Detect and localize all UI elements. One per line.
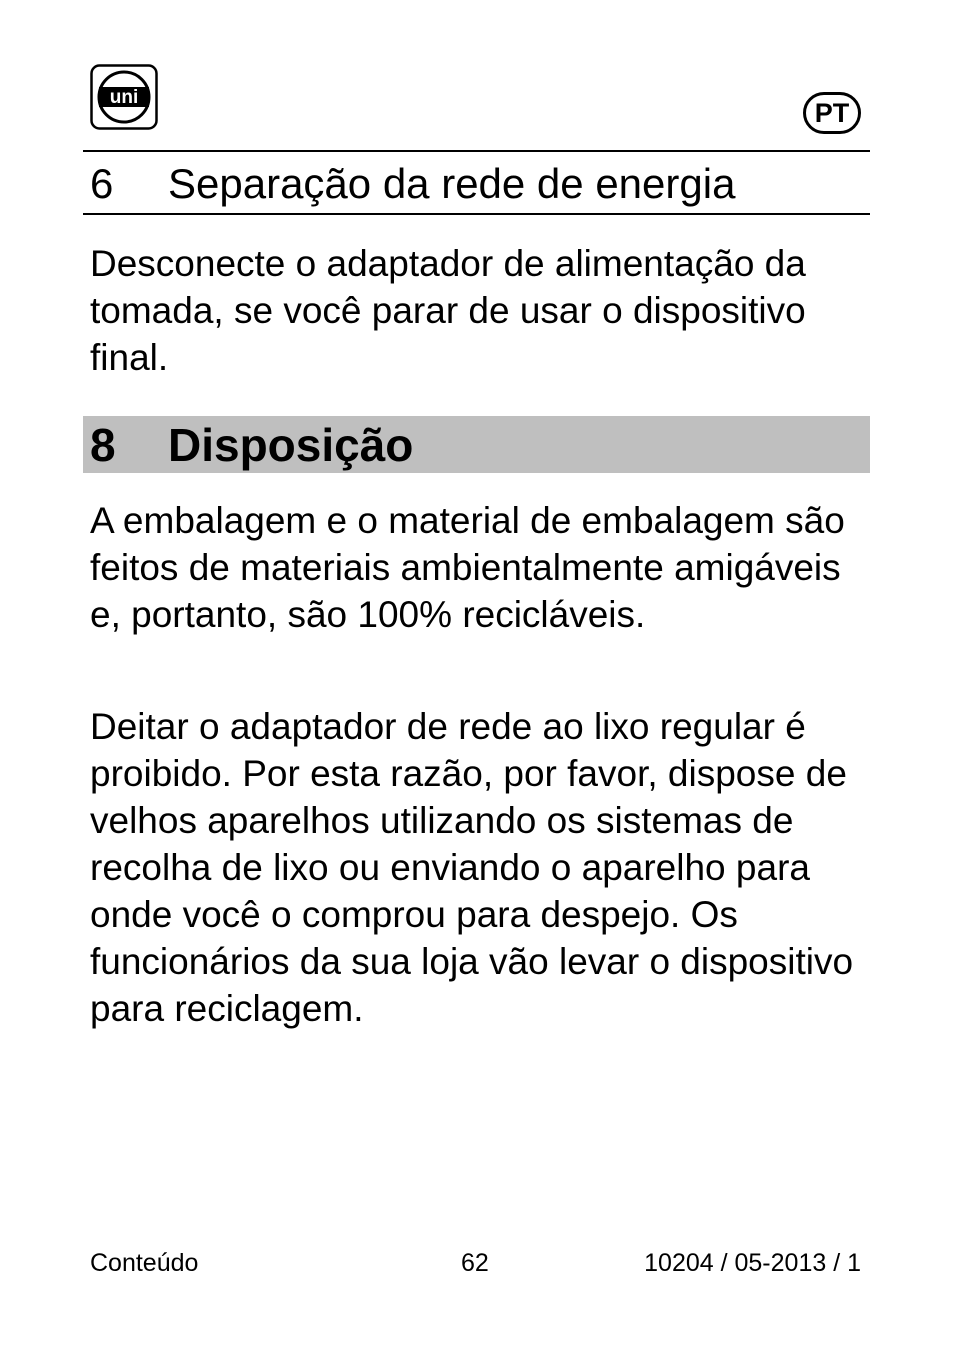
footer-page-number: 62 <box>461 1249 489 1277</box>
svg-text:uni: uni <box>109 87 139 108</box>
section-heading-disposal <box>90 418 413 472</box>
section-title: Disposição <box>168 419 414 471</box>
header-rule-bottom <box>83 213 870 215</box>
language-badge: PT <box>803 92 861 134</box>
header-rule-top <box>83 150 870 152</box>
footer-contents-label: Conteúdo <box>90 1249 199 1277</box>
footer-doc-id: 10204 / 05-2013 / 1 <box>644 1249 861 1277</box>
section-title: Separação da rede de energia <box>168 160 736 207</box>
section-8-paragraph-1: A embalagem e o material de embalagem são feitos de materiais ambientalmente amigáveis e, portanto, são 100% recicláveis. <box>90 500 845 635</box>
section-6-body: Desconecte o adaptador de alimentação da tomada, se você parar de usar o dispositivo final. <box>90 243 806 378</box>
section-number: 8 <box>90 419 116 471</box>
brand-logo <box>90 64 158 130</box>
section-number: 6 <box>90 160 114 207</box>
section-heading-separation <box>90 160 735 208</box>
section-8-paragraph-2: Deitar o adaptador de rede ao lixo regular é proibido. Por esta razão, por favor, dispose de velhos aparelhos utilizando os sistemas de recolha de lixo ou enviando o aparelho para onde você o comprou para despejo. Os funcionários da sua loja vão levar o dispositivo para reciclagem. <box>90 706 854 1029</box>
